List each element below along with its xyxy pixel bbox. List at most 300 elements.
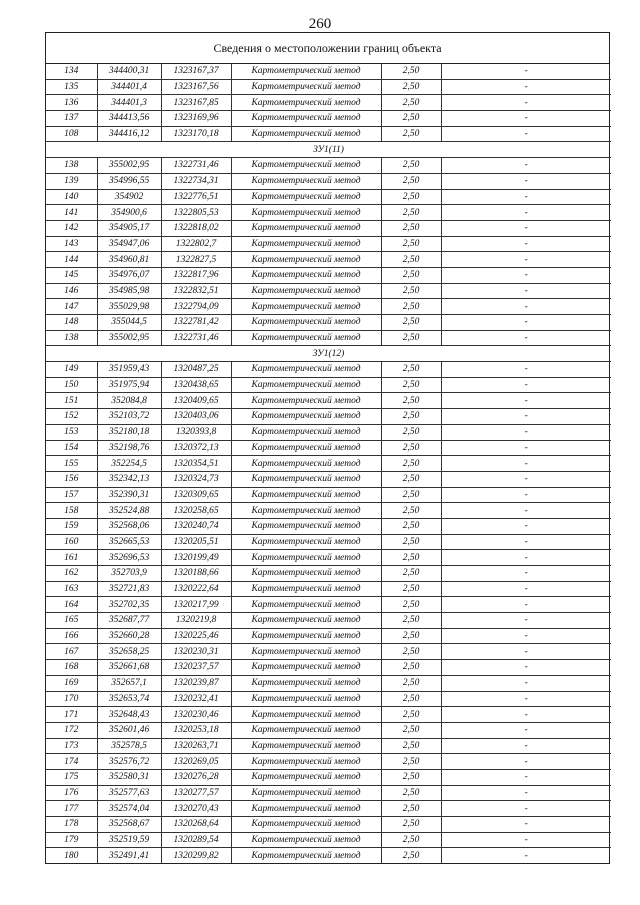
x-coordinate-cell: 354947,06 xyxy=(97,236,161,252)
description-cell: - xyxy=(441,173,611,189)
accuracy-cell: 2,50 xyxy=(381,299,441,315)
accuracy-cell: 2,50 xyxy=(381,267,441,283)
y-coordinate-cell: 1323170,18 xyxy=(161,126,231,142)
point-number-cell: 165 xyxy=(46,613,97,629)
x-coordinate-cell: 352658,25 xyxy=(97,644,161,660)
table-row xyxy=(46,848,611,863)
method-cell: Картометрический метод xyxy=(231,440,381,456)
y-coordinate-cell: 1320230,31 xyxy=(161,644,231,660)
point-number-cell: 166 xyxy=(46,628,97,644)
coordinates-sheet xyxy=(45,32,610,864)
point-number-cell: 164 xyxy=(46,597,97,613)
method-cell: Картометрический метод xyxy=(231,158,381,174)
table-row xyxy=(46,581,611,597)
accuracy-cell: 2,50 xyxy=(381,424,441,440)
table-row xyxy=(46,707,611,723)
x-coordinate-cell: 352580,31 xyxy=(97,769,161,785)
point-number-cell: 175 xyxy=(46,769,97,785)
point-number-cell: 158 xyxy=(46,503,97,519)
description-cell: - xyxy=(441,252,611,268)
x-coordinate-cell: 354905,17 xyxy=(97,220,161,236)
description-cell: - xyxy=(441,691,611,707)
section-row xyxy=(46,346,611,362)
accuracy-cell: 2,50 xyxy=(381,769,441,785)
accuracy-cell: 2,50 xyxy=(381,362,441,378)
x-coordinate-cell: 352661,68 xyxy=(97,660,161,676)
y-coordinate-cell: 1322827,5 xyxy=(161,252,231,268)
point-number-cell: 156 xyxy=(46,471,97,487)
x-coordinate-cell: 354960,81 xyxy=(97,252,161,268)
table-row xyxy=(46,597,611,613)
description-cell: - xyxy=(441,362,611,378)
description-cell: - xyxy=(441,550,611,566)
y-coordinate-cell: 1320237,57 xyxy=(161,660,231,676)
accuracy-cell: 2,50 xyxy=(381,173,441,189)
description-cell: - xyxy=(441,424,611,440)
point-number-cell: 145 xyxy=(46,267,97,283)
point-number-cell: 140 xyxy=(46,189,97,205)
accuracy-cell: 2,50 xyxy=(381,691,441,707)
description-cell: - xyxy=(441,236,611,252)
x-coordinate-cell: 352702,35 xyxy=(97,597,161,613)
method-cell: Картометрический метод xyxy=(231,675,381,691)
accuracy-cell: 2,50 xyxy=(381,503,441,519)
table-row xyxy=(46,518,611,534)
method-cell: Картометрический метод xyxy=(231,660,381,676)
point-number-cell: 151 xyxy=(46,393,97,409)
table-row xyxy=(46,769,611,785)
accuracy-cell: 2,50 xyxy=(381,722,441,738)
y-coordinate-cell: 1320205,51 xyxy=(161,534,231,550)
y-coordinate-cell: 1320309,65 xyxy=(161,487,231,503)
table-row xyxy=(46,95,611,111)
table-row xyxy=(46,471,611,487)
description-cell: - xyxy=(441,487,611,503)
method-cell: Картометрический метод xyxy=(231,95,381,111)
y-coordinate-cell: 1322734,31 xyxy=(161,173,231,189)
y-coordinate-cell: 1322817,96 xyxy=(161,267,231,283)
x-coordinate-cell: 355044,5 xyxy=(97,315,161,331)
method-cell: Картометрический метод xyxy=(231,550,381,566)
y-coordinate-cell: 1323167,85 xyxy=(161,95,231,111)
description-cell: - xyxy=(441,848,611,863)
method-cell: Картометрический метод xyxy=(231,111,381,127)
y-coordinate-cell: 1320354,51 xyxy=(161,456,231,472)
accuracy-cell: 2,50 xyxy=(381,675,441,691)
point-number-cell: 138 xyxy=(46,330,97,346)
y-coordinate-cell: 1320289,54 xyxy=(161,832,231,848)
description-cell: - xyxy=(441,597,611,613)
x-coordinate-cell: 355029,98 xyxy=(97,299,161,315)
x-coordinate-cell: 352577,63 xyxy=(97,785,161,801)
point-number-cell: 173 xyxy=(46,738,97,754)
y-coordinate-cell: 1322805,53 xyxy=(161,205,231,221)
point-number-cell: 169 xyxy=(46,675,97,691)
y-coordinate-cell: 1320222,64 xyxy=(161,581,231,597)
x-coordinate-cell: 344416,12 xyxy=(97,126,161,142)
accuracy-cell: 2,50 xyxy=(381,236,441,252)
table-row xyxy=(46,487,611,503)
table-row xyxy=(46,722,611,738)
section-row xyxy=(46,142,611,158)
description-cell: - xyxy=(441,283,611,299)
description-cell: - xyxy=(441,801,611,817)
y-coordinate-cell: 1320239,87 xyxy=(161,675,231,691)
method-cell: Картометрический метод xyxy=(231,817,381,833)
table-row xyxy=(46,566,611,582)
table-row xyxy=(46,173,611,189)
y-coordinate-cell: 1322776,51 xyxy=(161,189,231,205)
point-number-cell: 163 xyxy=(46,581,97,597)
accuracy-cell: 2,50 xyxy=(381,660,441,676)
x-coordinate-cell: 352648,43 xyxy=(97,707,161,723)
description-cell: - xyxy=(441,299,611,315)
table-title: Сведения о местоположении границ объекта xyxy=(46,33,609,64)
table-row xyxy=(46,738,611,754)
method-cell: Картометрический метод xyxy=(231,566,381,582)
description-cell: - xyxy=(441,518,611,534)
x-coordinate-cell: 352519,59 xyxy=(97,832,161,848)
y-coordinate-cell: 1323167,37 xyxy=(161,64,231,79)
point-number-cell: 172 xyxy=(46,722,97,738)
table-row xyxy=(46,393,611,409)
method-cell: Картометрический метод xyxy=(231,267,381,283)
point-number-cell: 108 xyxy=(46,126,97,142)
method-cell: Картометрический метод xyxy=(231,581,381,597)
accuracy-cell: 2,50 xyxy=(381,111,441,127)
description-cell: - xyxy=(441,267,611,283)
method-cell: Картометрический метод xyxy=(231,691,381,707)
y-coordinate-cell: 1320393,8 xyxy=(161,424,231,440)
table-row xyxy=(46,424,611,440)
point-number-cell: 180 xyxy=(46,848,97,863)
description-cell: - xyxy=(441,126,611,142)
point-number-cell: 168 xyxy=(46,660,97,676)
point-number-cell: 142 xyxy=(46,220,97,236)
method-cell: Картометрический метод xyxy=(231,754,381,770)
accuracy-cell: 2,50 xyxy=(381,785,441,801)
table-row xyxy=(46,628,611,644)
section-label: ЗУ1(12) xyxy=(46,346,611,362)
description-cell: - xyxy=(441,503,611,519)
point-number-cell: 146 xyxy=(46,283,97,299)
accuracy-cell: 2,50 xyxy=(381,801,441,817)
accuracy-cell: 2,50 xyxy=(381,754,441,770)
accuracy-cell: 2,50 xyxy=(381,205,441,221)
description-cell: - xyxy=(441,377,611,393)
x-coordinate-cell: 352568,06 xyxy=(97,518,161,534)
table-row xyxy=(46,315,611,331)
point-number-cell: 136 xyxy=(46,95,97,111)
table-row xyxy=(46,754,611,770)
point-number-cell: 152 xyxy=(46,409,97,425)
y-coordinate-cell: 1322781,42 xyxy=(161,315,231,331)
x-coordinate-cell: 352660,28 xyxy=(97,628,161,644)
x-coordinate-cell: 352342,13 xyxy=(97,471,161,487)
y-coordinate-cell: 1320372,13 xyxy=(161,440,231,456)
table-row xyxy=(46,785,611,801)
description-cell: - xyxy=(441,817,611,833)
x-coordinate-cell: 352180,18 xyxy=(97,424,161,440)
method-cell: Картометрический метод xyxy=(231,409,381,425)
table-row xyxy=(46,801,611,817)
table-row xyxy=(46,189,611,205)
method-cell: Картометрический метод xyxy=(231,393,381,409)
description-cell: - xyxy=(441,471,611,487)
x-coordinate-cell: 352703,9 xyxy=(97,566,161,582)
method-cell: Картометрический метод xyxy=(231,503,381,519)
table-row xyxy=(46,236,611,252)
point-number-cell: 159 xyxy=(46,518,97,534)
method-cell: Картометрический метод xyxy=(231,362,381,378)
description-cell: - xyxy=(441,832,611,848)
accuracy-cell: 2,50 xyxy=(381,581,441,597)
point-number-cell: 178 xyxy=(46,817,97,833)
method-cell: Картометрический метод xyxy=(231,644,381,660)
method-cell: Картометрический метод xyxy=(231,315,381,331)
y-coordinate-cell: 1320276,28 xyxy=(161,769,231,785)
method-cell: Картометрический метод xyxy=(231,613,381,629)
x-coordinate-cell: 352576,72 xyxy=(97,754,161,770)
point-number-cell: 167 xyxy=(46,644,97,660)
point-number-cell: 144 xyxy=(46,252,97,268)
method-cell: Картометрический метод xyxy=(231,722,381,738)
description-cell: - xyxy=(441,64,611,79)
method-cell: Картометрический метод xyxy=(231,299,381,315)
accuracy-cell: 2,50 xyxy=(381,409,441,425)
table-row xyxy=(46,79,611,95)
point-number-cell: 161 xyxy=(46,550,97,566)
y-coordinate-cell: 1323167,56 xyxy=(161,79,231,95)
x-coordinate-cell: 344401,3 xyxy=(97,95,161,111)
table-row xyxy=(46,252,611,268)
x-coordinate-cell: 352696,53 xyxy=(97,550,161,566)
accuracy-cell: 2,50 xyxy=(381,79,441,95)
x-coordinate-cell: 352084,8 xyxy=(97,393,161,409)
table-row xyxy=(46,126,611,142)
method-cell: Картометрический метод xyxy=(231,707,381,723)
description-cell: - xyxy=(441,785,611,801)
accuracy-cell: 2,50 xyxy=(381,456,441,472)
description-cell: - xyxy=(441,189,611,205)
accuracy-cell: 2,50 xyxy=(381,158,441,174)
description-cell: - xyxy=(441,315,611,331)
x-coordinate-cell: 352687,77 xyxy=(97,613,161,629)
point-number-cell: 138 xyxy=(46,158,97,174)
x-coordinate-cell: 352578,5 xyxy=(97,738,161,754)
y-coordinate-cell: 1320409,65 xyxy=(161,393,231,409)
x-coordinate-cell: 354976,07 xyxy=(97,267,161,283)
point-number-cell: 150 xyxy=(46,377,97,393)
point-number-cell: 148 xyxy=(46,315,97,331)
method-cell: Картометрический метод xyxy=(231,377,381,393)
y-coordinate-cell: 1320230,46 xyxy=(161,707,231,723)
table-row xyxy=(46,503,611,519)
description-cell: - xyxy=(441,707,611,723)
table-row xyxy=(46,534,611,550)
table-row xyxy=(46,267,611,283)
accuracy-cell: 2,50 xyxy=(381,487,441,503)
y-coordinate-cell: 1322802,7 xyxy=(161,236,231,252)
coordinates-table-body xyxy=(46,64,611,863)
description-cell: - xyxy=(441,111,611,127)
accuracy-cell: 2,50 xyxy=(381,644,441,660)
table-row xyxy=(46,613,611,629)
method-cell: Картометрический метод xyxy=(231,252,381,268)
y-coordinate-cell: 1322731,46 xyxy=(161,158,231,174)
x-coordinate-cell: 352574,04 xyxy=(97,801,161,817)
table-row xyxy=(46,330,611,346)
description-cell: - xyxy=(441,393,611,409)
accuracy-cell: 2,50 xyxy=(381,518,441,534)
accuracy-cell: 2,50 xyxy=(381,283,441,299)
accuracy-cell: 2,50 xyxy=(381,534,441,550)
table-row xyxy=(46,158,611,174)
point-number-cell: 137 xyxy=(46,111,97,127)
description-cell: - xyxy=(441,675,611,691)
point-number-cell: 143 xyxy=(46,236,97,252)
method-cell: Картометрический метод xyxy=(231,205,381,221)
method-cell: Картометрический метод xyxy=(231,424,381,440)
point-number-cell: 135 xyxy=(46,79,97,95)
point-number-cell: 171 xyxy=(46,707,97,723)
point-number-cell: 134 xyxy=(46,64,97,79)
accuracy-cell: 2,50 xyxy=(381,848,441,863)
point-number-cell: 155 xyxy=(46,456,97,472)
y-coordinate-cell: 1320188,66 xyxy=(161,566,231,582)
method-cell: Картометрический метод xyxy=(231,456,381,472)
accuracy-cell: 2,50 xyxy=(381,330,441,346)
method-cell: Картометрический метод xyxy=(231,534,381,550)
description-cell: - xyxy=(441,456,611,472)
x-coordinate-cell: 352721,83 xyxy=(97,581,161,597)
x-coordinate-cell: 352390,31 xyxy=(97,487,161,503)
y-coordinate-cell: 1322832,51 xyxy=(161,283,231,299)
point-number-cell: 162 xyxy=(46,566,97,582)
x-coordinate-cell: 344401,4 xyxy=(97,79,161,95)
description-cell: - xyxy=(441,581,611,597)
y-coordinate-cell: 1320258,65 xyxy=(161,503,231,519)
point-number-cell: 157 xyxy=(46,487,97,503)
accuracy-cell: 2,50 xyxy=(381,126,441,142)
description-cell: - xyxy=(441,534,611,550)
method-cell: Картометрический метод xyxy=(231,769,381,785)
y-coordinate-cell: 1322794,09 xyxy=(161,299,231,315)
method-cell: Картометрический метод xyxy=(231,801,381,817)
accuracy-cell: 2,50 xyxy=(381,220,441,236)
point-number-cell: 174 xyxy=(46,754,97,770)
table-row xyxy=(46,377,611,393)
point-number-cell: 153 xyxy=(46,424,97,440)
method-cell: Картометрический метод xyxy=(231,471,381,487)
accuracy-cell: 2,50 xyxy=(381,377,441,393)
y-coordinate-cell: 1320232,41 xyxy=(161,691,231,707)
point-number-cell: 176 xyxy=(46,785,97,801)
description-cell: - xyxy=(441,722,611,738)
point-number-cell: 160 xyxy=(46,534,97,550)
y-coordinate-cell: 1320253,18 xyxy=(161,722,231,738)
method-cell: Картометрический метод xyxy=(231,126,381,142)
method-cell: Картометрический метод xyxy=(231,832,381,848)
method-cell: Картометрический метод xyxy=(231,283,381,299)
method-cell: Картометрический метод xyxy=(231,597,381,613)
accuracy-cell: 2,50 xyxy=(381,707,441,723)
table-row xyxy=(46,691,611,707)
x-coordinate-cell: 352198,76 xyxy=(97,440,161,456)
table-row xyxy=(46,111,611,127)
method-cell: Картометрический метод xyxy=(231,173,381,189)
y-coordinate-cell: 1320268,64 xyxy=(161,817,231,833)
point-number-cell: 147 xyxy=(46,299,97,315)
accuracy-cell: 2,50 xyxy=(381,95,441,111)
x-coordinate-cell: 352524,88 xyxy=(97,503,161,519)
y-coordinate-cell: 1320263,71 xyxy=(161,738,231,754)
x-coordinate-cell: 354900,6 xyxy=(97,205,161,221)
accuracy-cell: 2,50 xyxy=(381,817,441,833)
y-coordinate-cell: 1320487,25 xyxy=(161,362,231,378)
accuracy-cell: 2,50 xyxy=(381,832,441,848)
x-coordinate-cell: 352601,46 xyxy=(97,722,161,738)
y-coordinate-cell: 1320225,46 xyxy=(161,628,231,644)
x-coordinate-cell: 354985,98 xyxy=(97,283,161,299)
table-row xyxy=(46,205,611,221)
table-row xyxy=(46,64,611,79)
y-coordinate-cell: 1320299,82 xyxy=(161,848,231,863)
accuracy-cell: 2,50 xyxy=(381,252,441,268)
section-label: ЗУ1(11) xyxy=(46,142,611,158)
table-row xyxy=(46,362,611,378)
y-coordinate-cell: 1320219,8 xyxy=(161,613,231,629)
description-cell: - xyxy=(441,440,611,456)
y-coordinate-cell: 1320324,73 xyxy=(161,471,231,487)
table-row xyxy=(46,299,611,315)
x-coordinate-cell: 344400,31 xyxy=(97,64,161,79)
x-coordinate-cell: 352254,5 xyxy=(97,456,161,472)
description-cell: - xyxy=(441,769,611,785)
accuracy-cell: 2,50 xyxy=(381,189,441,205)
x-coordinate-cell: 351959,43 xyxy=(97,362,161,378)
accuracy-cell: 2,50 xyxy=(381,566,441,582)
x-coordinate-cell: 352491,41 xyxy=(97,848,161,863)
x-coordinate-cell: 351975,94 xyxy=(97,377,161,393)
point-number-cell: 154 xyxy=(46,440,97,456)
page-number: 260 xyxy=(308,16,332,32)
description-cell: - xyxy=(441,95,611,111)
y-coordinate-cell: 1320217,99 xyxy=(161,597,231,613)
accuracy-cell: 2,50 xyxy=(381,738,441,754)
description-cell: - xyxy=(441,738,611,754)
method-cell: Картометрический метод xyxy=(231,785,381,801)
table-row xyxy=(46,409,611,425)
accuracy-cell: 2,50 xyxy=(381,64,441,79)
x-coordinate-cell: 352653,74 xyxy=(97,691,161,707)
table-row xyxy=(46,660,611,676)
y-coordinate-cell: 1320438,65 xyxy=(161,377,231,393)
description-cell: - xyxy=(441,644,611,660)
point-number-cell: 179 xyxy=(46,832,97,848)
accuracy-cell: 2,50 xyxy=(381,550,441,566)
table-row xyxy=(46,283,611,299)
coordinates-table xyxy=(46,64,611,863)
y-coordinate-cell: 1320277,57 xyxy=(161,785,231,801)
method-cell: Картометрический метод xyxy=(231,738,381,754)
accuracy-cell: 2,50 xyxy=(381,393,441,409)
accuracy-cell: 2,50 xyxy=(381,628,441,644)
table-row xyxy=(46,832,611,848)
accuracy-cell: 2,50 xyxy=(381,597,441,613)
x-coordinate-cell: 354902 xyxy=(97,189,161,205)
x-coordinate-cell: 355002,95 xyxy=(97,330,161,346)
